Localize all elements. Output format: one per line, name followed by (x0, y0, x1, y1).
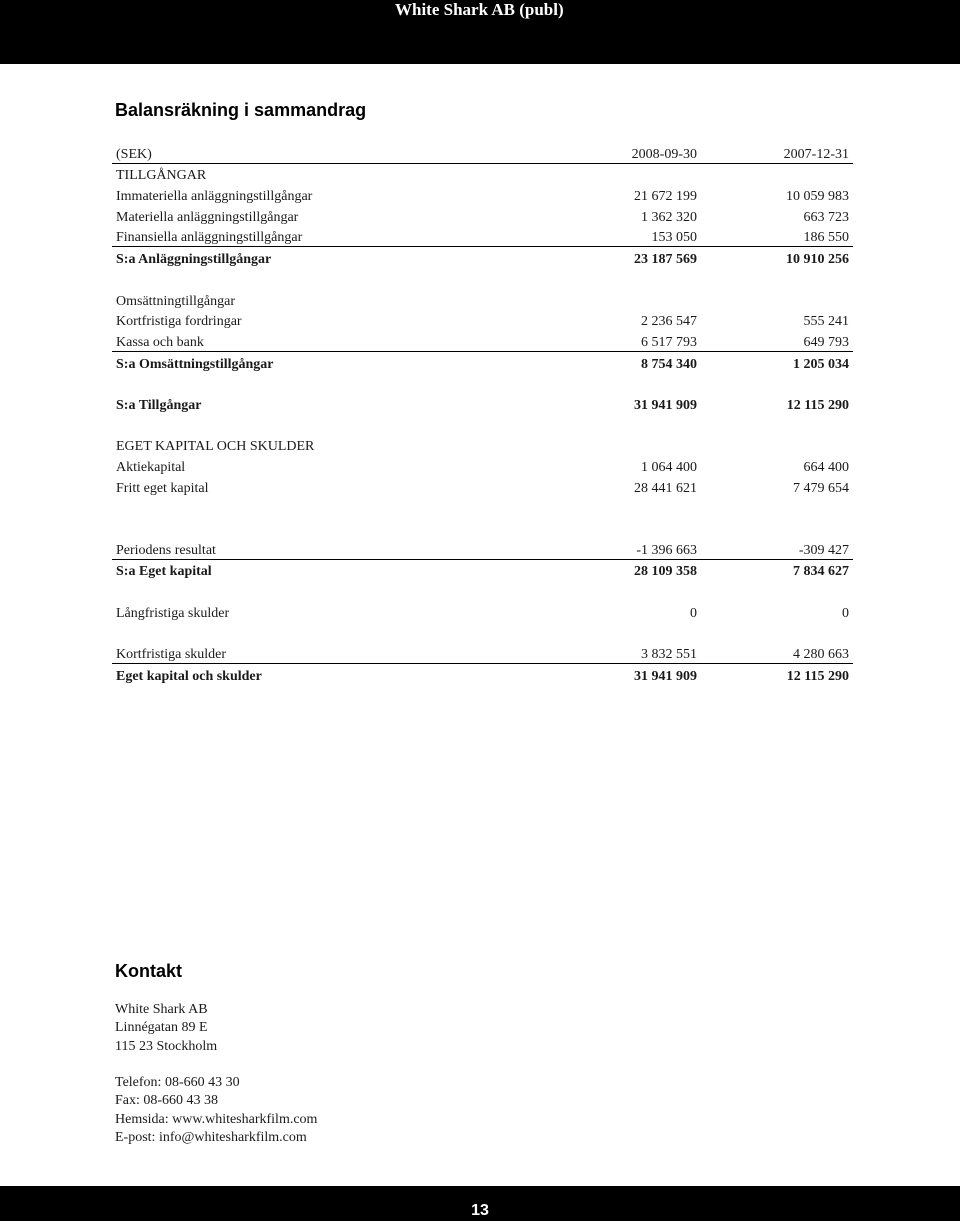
table-row (112, 330, 853, 351)
table-row (112, 373, 853, 394)
row-label: Långfristiga skulder (116, 605, 230, 621)
table-row (112, 414, 853, 435)
value-2007-12-31: 664 400 (803, 460, 849, 475)
value-2008-09-30 (555, 622, 701, 643)
row-label (112, 373, 555, 394)
value-2008-09-30: 2 236 547 (641, 314, 697, 330)
value-2008-09-30 (555, 580, 701, 601)
contact-street: Linnégatan 89 E (115, 1020, 208, 1036)
value-2007-12-31 (701, 517, 853, 538)
table-row (112, 601, 853, 622)
row-label: Kortfristiga skulder (112, 643, 555, 664)
value-2008-09-30: 28 109 358 (634, 564, 697, 580)
table-row (112, 580, 853, 601)
value-2008-09-30: 0 (690, 605, 697, 621)
contact-details-block (115, 1074, 317, 1148)
row-label: S:a Anläggningstillgångar (116, 252, 272, 268)
value-2007-12-31 (701, 497, 853, 518)
value-2007-12-31 (701, 435, 853, 456)
value-2008-09-30: -1 396 663 (555, 538, 701, 559)
value-2007-12-31: 12 115 290 (786, 668, 849, 684)
value-2008-09-30: 31 941 909 (634, 397, 697, 413)
page-footer-bar (0, 1186, 960, 1221)
value-2007-12-31: 10 910 256 (786, 252, 849, 268)
value-2008-09-30: 21 672 199 (634, 189, 697, 205)
contact-fax: Fax: 08-660 43 38 (115, 1093, 219, 1109)
value-2007-12-31 (701, 373, 853, 394)
table-row (112, 268, 853, 289)
contact-website: Hemsida: www.whitesharkfilm.com (115, 1111, 318, 1127)
value-2007-12-31 (701, 414, 853, 435)
row-label: Immateriella anläggningstillgångar (116, 189, 313, 205)
value-2007-12-31: 4 280 663 (701, 643, 853, 664)
row-label: Fritt eget kapital (116, 480, 209, 496)
table-row (112, 559, 853, 580)
value-2007-12-31 (701, 268, 853, 289)
value-2007-12-31: 1 205 034 (793, 356, 849, 372)
table-row (112, 538, 853, 559)
table-row (112, 455, 853, 476)
row-label: TILLGÅNGAR (116, 168, 207, 184)
value-2007-12-31: 2007-12-31 (701, 142, 853, 163)
row-label (112, 414, 555, 435)
value-2008-09-30: 31 941 909 (634, 668, 697, 684)
contact-email: E-post: info@whitesharkfilm.com (115, 1130, 307, 1146)
table-row (112, 289, 853, 310)
table-row (112, 163, 853, 184)
contact-heading: Kontakt (115, 961, 182, 981)
table-row (112, 664, 853, 685)
row-label (112, 517, 555, 538)
value-2007-12-31: 0 (842, 605, 849, 621)
value-2008-09-30 (555, 163, 701, 184)
row-label: Periodens resultat (112, 538, 555, 559)
row-label: (SEK) (112, 142, 555, 163)
value-2008-09-30 (555, 373, 701, 394)
value-2008-09-30 (555, 268, 701, 289)
row-label (112, 497, 555, 518)
value-2007-12-31: 649 793 (701, 330, 853, 351)
contact-address-block (115, 1001, 217, 1056)
value-2007-12-31 (701, 580, 853, 601)
value-2007-12-31 (701, 622, 853, 643)
table-row (112, 142, 853, 163)
value-2008-09-30: 8 754 340 (641, 356, 697, 372)
page-number: 13 (471, 1202, 489, 1219)
row-label: Aktiekapital (116, 460, 186, 475)
row-label: EGET KAPITAL OCH SKULDER (116, 439, 315, 455)
value-2008-09-30: 153 050 (555, 226, 701, 247)
value-2007-12-31: -309 427 (701, 538, 853, 559)
value-2008-09-30: 6 517 793 (555, 330, 701, 351)
value-2007-12-31: 7 834 627 (793, 564, 849, 580)
table-row (112, 476, 853, 497)
value-2008-09-30 (555, 435, 701, 456)
row-label: Omsättningtillgångar (116, 293, 235, 309)
table-row (112, 310, 853, 331)
value-2008-09-30: 23 187 569 (634, 252, 697, 268)
row-label (112, 622, 555, 643)
table-row (112, 247, 853, 268)
table-row (112, 622, 853, 643)
table-row (112, 393, 853, 414)
value-2007-12-31: 7 479 654 (793, 480, 849, 496)
balance-sheet-body (112, 142, 853, 685)
balance-sheet-table (112, 142, 853, 685)
value-2007-12-31: 663 723 (803, 209, 849, 225)
value-2008-09-30: 1 362 320 (641, 209, 697, 225)
value-2008-09-30 (555, 289, 701, 310)
value-2008-09-30: 28 441 621 (634, 480, 697, 496)
value-2007-12-31: 10 059 983 (786, 189, 849, 205)
value-2007-12-31: 12 115 290 (786, 397, 849, 413)
document-title: White Shark AB (publ) (395, 0, 564, 19)
table-row (112, 226, 853, 247)
row-label: Kassa och bank (112, 330, 555, 351)
value-2008-09-30 (555, 414, 701, 435)
row-label: Kortfristiga fordringar (116, 314, 242, 330)
value-2007-12-31: 186 550 (701, 226, 853, 247)
contact-city: 115 23 Stockholm (115, 1038, 218, 1054)
row-label (112, 268, 555, 289)
table-row (112, 184, 853, 205)
value-2008-09-30: 1 064 400 (641, 460, 697, 475)
value-2008-09-30: 3 832 551 (555, 643, 701, 664)
table-row (112, 351, 853, 372)
value-2008-09-30 (555, 497, 701, 518)
value-2007-12-31: 555 241 (803, 314, 849, 330)
balance-sheet-heading: Balansräkning i sammandrag (115, 100, 367, 120)
row-label: Eget kapital och skulder (116, 668, 262, 684)
table-row (112, 497, 853, 518)
page-header-bar (0, 0, 960, 64)
value-2007-12-31 (701, 289, 853, 310)
contact-phone: Telefon: 08-660 43 30 (115, 1075, 240, 1090)
table-row (112, 643, 853, 664)
row-label: Materiella anläggningstillgångar (116, 209, 299, 225)
row-label: S:a Omsättningstillgångar (116, 356, 274, 372)
value-2007-12-31 (701, 163, 853, 184)
row-label: S:a Eget kapital (116, 564, 212, 580)
table-row (112, 517, 853, 538)
row-label: S:a Tillgångar (116, 397, 202, 413)
row-label: Finansiella anläggningstillgångar (112, 226, 555, 247)
value-2008-09-30: 2008-09-30 (555, 142, 701, 163)
table-row (112, 205, 853, 226)
value-2008-09-30 (555, 517, 701, 538)
row-label (112, 580, 555, 601)
table-row (112, 435, 853, 456)
contact-company: White Shark AB (115, 1002, 208, 1017)
